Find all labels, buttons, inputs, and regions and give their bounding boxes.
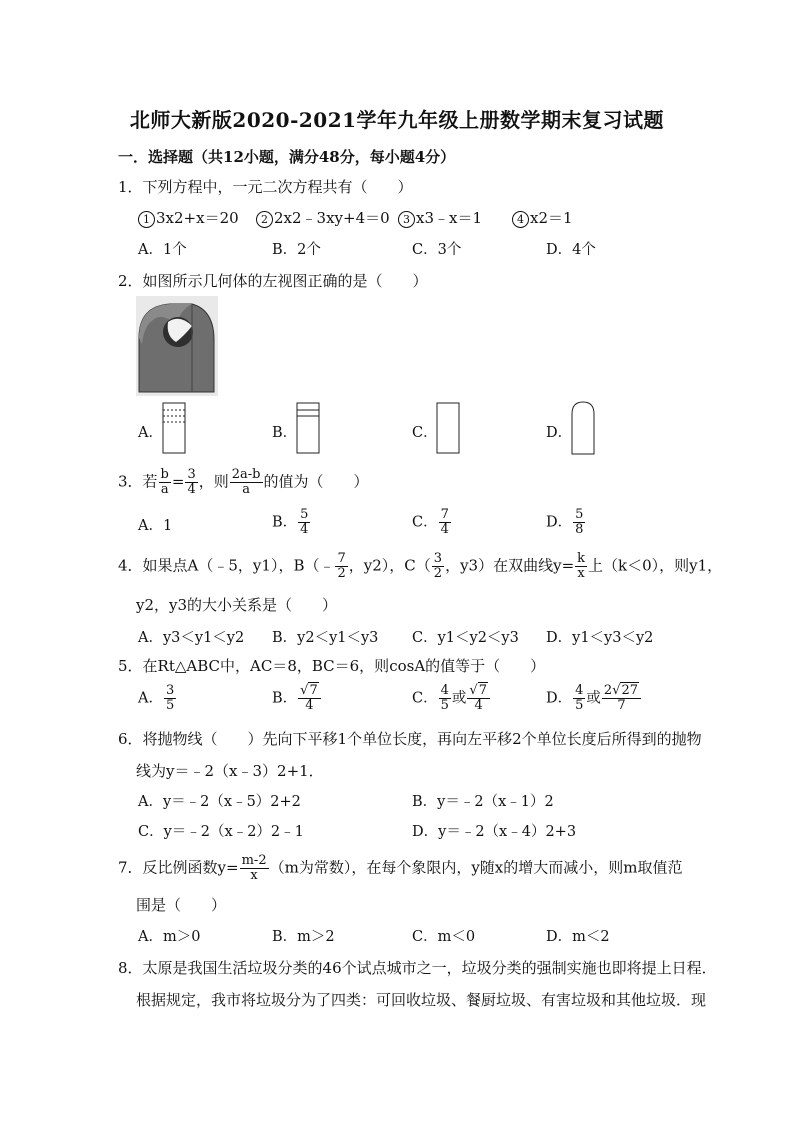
section-heading: 一．选择题（共12小题，满分48分，每小题4分） (118, 148, 456, 166)
stem-text: 上（k＜0），则y1， (588, 556, 723, 575)
question-6-option-c: C．y＝﹣2（x﹣2）2﹣1 (138, 824, 304, 840)
question-2-option-d: D． (546, 425, 573, 441)
fraction (335, 552, 347, 581)
denominator: 5 (575, 698, 584, 713)
fraction (164, 684, 176, 713)
question-4-line-1 (118, 552, 722, 581)
denominator: 4 (474, 698, 483, 713)
question-1-item-4 (512, 207, 573, 228)
point-b: B（﹣ (293, 556, 335, 575)
question-3-stem (118, 468, 369, 497)
option-label: C． (412, 514, 438, 531)
item-text: x3﹣x＝1 (416, 209, 483, 227)
fraction (573, 684, 585, 713)
fraction (240, 854, 269, 883)
question-2-option-b: B． (272, 425, 298, 441)
fraction (230, 468, 263, 497)
question-5-stem: 5．在Rt△ABC中，AC＝8，BC＝6，则cosA的值等于（ ） (118, 657, 546, 675)
question-4-option-b: B．y2＜y1＜y3 (272, 630, 379, 646)
question-3-option-a: A．1 (138, 518, 173, 534)
radicand: 7 (309, 683, 318, 698)
numerator: 2a-b (231, 467, 261, 482)
denominator: 4 (305, 698, 314, 713)
question-7-option-b: B．m＞2 (272, 929, 335, 945)
question-1-item-1 (138, 207, 239, 228)
option-label: D． (546, 514, 573, 531)
question-7-option-d: D．m＜2 (546, 929, 610, 945)
question-7-option-a: A．m＞0 (138, 929, 201, 945)
fraction (467, 684, 490, 713)
question-5-option-a (138, 684, 177, 713)
or-text: 或 (451, 690, 467, 707)
point-c: C（ (404, 556, 431, 575)
equals-sign: = (171, 472, 185, 491)
question-6-option-d: D．y＝﹣2（x﹣4）2+3 (412, 824, 577, 840)
question-2-option-a: A． (138, 425, 163, 441)
stem-text: 3．若 (118, 472, 158, 491)
numerator: 5 (575, 507, 584, 522)
function-expr: y= (217, 858, 239, 877)
stem-text: 的值为（ ） (263, 472, 369, 491)
question-1-item-2 (256, 207, 390, 228)
numerator: 3 (433, 551, 443, 566)
question-4-line-2: y2，y3的大小关系是（ ） (136, 596, 338, 614)
denominator: 5 (165, 698, 175, 713)
question-3-option-d (546, 508, 586, 537)
numerator: 7 (337, 551, 346, 566)
point-a: A（﹣5，y1）， (187, 556, 294, 575)
numerator: 4 (575, 683, 584, 698)
circled-number: 1 (138, 211, 155, 228)
fraction (573, 508, 585, 537)
paper-title: 北师大新版2020-2021学年九年级上册数学期末复习试题 (129, 108, 665, 132)
question-1-option-a: A．1个 (138, 242, 187, 258)
fraction (159, 468, 171, 497)
circled-number: 2 (256, 211, 273, 228)
question-1-option-d: D．4个 (546, 242, 596, 258)
option-label: C． (412, 690, 438, 707)
stem-text: 7．反比例函数 (118, 858, 218, 877)
fraction (298, 684, 321, 713)
option-a-view (162, 402, 186, 454)
circled-number: 3 (398, 211, 415, 228)
numerator: 4 (440, 683, 449, 698)
or-text: 或 (586, 690, 601, 707)
question-4-option-a: A．y3＜y1＜y2 (138, 630, 245, 646)
fraction (432, 552, 444, 581)
question-3-option-b (272, 508, 311, 537)
question-1-item-3 (398, 207, 482, 228)
circled-number: 4 (512, 211, 529, 228)
denominator: x (250, 868, 258, 883)
option-b-view (296, 402, 320, 454)
denominator: a (160, 482, 169, 497)
option-d-view (570, 400, 596, 456)
denominator: a (242, 482, 250, 497)
fraction (439, 684, 451, 713)
question-5-option-c (412, 684, 491, 713)
question-5-option-d (546, 684, 642, 713)
question-8-line-1: 8．太原是我国生活垃圾分类的46个试点城市之一，垃圾分类的强制实施也即将提上日程． (118, 959, 717, 977)
numerator: 3 (187, 467, 196, 482)
question-6-option-b: B．y＝﹣2（x﹣1）2 (412, 794, 554, 810)
question-7-line-1 (118, 854, 682, 883)
question-2-option-c: C． (412, 425, 438, 441)
stem-text: ，则 (198, 472, 229, 491)
numerator: 3 (165, 683, 175, 698)
stem-text: 4．如果点 (118, 556, 188, 575)
option-label: A． (138, 690, 163, 707)
denominator: 8 (575, 522, 584, 537)
denominator: 4 (440, 522, 449, 537)
fraction (575, 552, 587, 581)
denominator: 7 (617, 698, 626, 713)
question-1-option-c: C．3个 (412, 242, 462, 258)
stem-text: ，y3）在双曲线 (445, 556, 554, 575)
radicand: 27 (621, 683, 639, 698)
numerator: m-2 (241, 853, 267, 868)
option-label: B． (272, 690, 298, 707)
question-2-stem: 2．如图所示几何体的左视图正确的是（ ） (118, 272, 428, 290)
numerator: 7 (440, 507, 449, 522)
denominator: 2 (433, 566, 443, 581)
numerator: 5 (300, 507, 309, 522)
numerator: b (160, 467, 169, 482)
numerator: √7 (298, 684, 321, 699)
question-4-option-c: C．y1＜y2＜y3 (412, 630, 519, 646)
denominator: 4 (300, 522, 309, 537)
question-8-line-2: 根据规定，我市将垃圾分为了四类：可回收垃圾、餐厨垃圾、有害垃圾和其他垃圾．现 (136, 991, 707, 1009)
question-7-line-2: 围是（ ） (136, 896, 227, 914)
question-6-line-1: 6．将抛物线（ ）先向下平移1个单位长度，再向左平移2个单位长度后所得到的抛物 (118, 730, 702, 748)
question-6-line-2: 线为y＝﹣2（x﹣3）2+1． (136, 762, 324, 780)
fraction (439, 508, 451, 537)
function-expr: y= (553, 556, 575, 575)
radicand: 7 (478, 683, 487, 698)
stem-text: ，y2）， (348, 556, 405, 575)
fraction (185, 468, 197, 497)
denominator: 4 (187, 482, 196, 497)
option-label: D． (546, 690, 573, 707)
solid-figure (136, 296, 218, 396)
item-text: 2x2﹣3xy+4＝0 (274, 209, 390, 227)
fraction (602, 684, 641, 713)
stem-text: （m为常数），在每个象限内，y随x的增大而减小，则m取值范 (269, 858, 683, 877)
question-6-option-a: A．y＝﹣2（x﹣5）2+2 (138, 794, 301, 810)
numerator: 2√27 (602, 684, 641, 699)
denominator: 5 (440, 698, 449, 713)
question-4-option-d: D．y1＜y3＜y2 (546, 630, 654, 646)
numerator: √7 (467, 684, 490, 699)
fraction (298, 508, 310, 537)
item-text: 3x2+x＝20 (156, 209, 239, 227)
denominator: 2 (337, 566, 346, 581)
denominator: x (577, 566, 585, 581)
option-c-view (436, 402, 460, 454)
question-1-stem: 1．下列方程中，一元二次方程共有（ ） (118, 178, 413, 196)
question-5-option-b (272, 684, 322, 713)
option-label: B． (272, 514, 298, 531)
numerator: k (577, 551, 586, 566)
question-3-option-c (412, 508, 452, 537)
item-text: x2＝1 (530, 209, 573, 227)
question-7-option-c: C．m＜0 (412, 929, 476, 945)
question-1-option-b: B．2个 (272, 242, 321, 258)
